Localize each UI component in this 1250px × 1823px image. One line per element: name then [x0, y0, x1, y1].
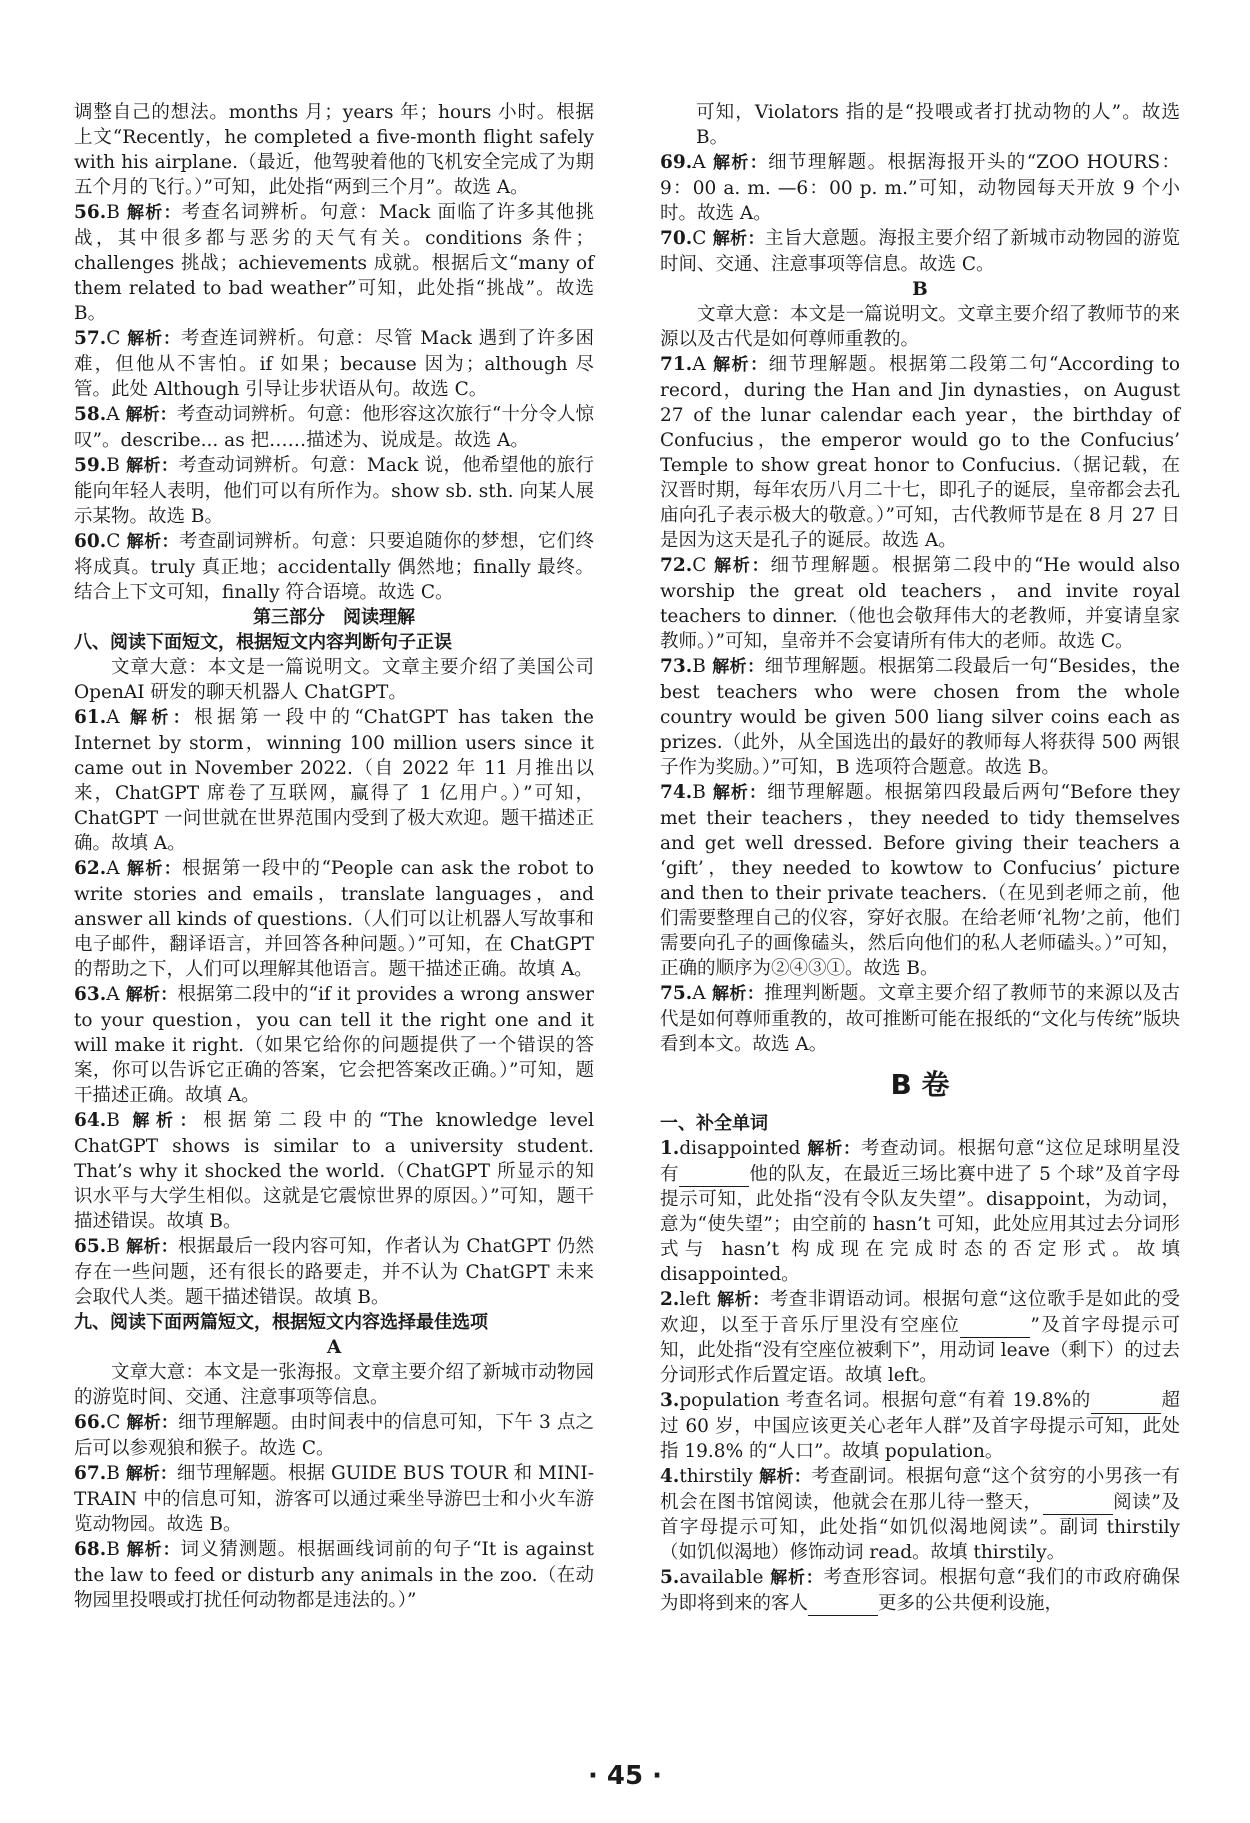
item-number: 60.	[74, 531, 107, 552]
answer-item	[74, 1537, 594, 1613]
item-number: 72.	[660, 555, 693, 576]
section-a-letter: A	[326, 1337, 342, 1358]
item-answer: B	[106, 1110, 120, 1131]
item-number: 62.	[74, 858, 107, 879]
left-items-group-2	[74, 705, 594, 1310]
item-number: 64.	[74, 1110, 107, 1131]
analysis-label: 解析：	[125, 708, 195, 728]
item-number: 3.	[660, 1390, 680, 1411]
analysis-text: 细节理解题。由时间表中的信息可知，下午 3 点之后可以参观狼和猴子。故选 C。	[74, 1412, 594, 1459]
item-answer: C	[692, 555, 707, 576]
word-item	[660, 1388, 1180, 1464]
item-number: 5.	[660, 1567, 680, 1588]
answer-item	[74, 705, 594, 856]
analysis-label: 解析：	[125, 1237, 179, 1257]
answer-item	[74, 529, 594, 605]
answer-item	[74, 402, 594, 453]
analysis-text: 细节理解题。根据海报开头的“ZOO HOURS：9：00 a. m. —6：00 p. m.”可知，动物园每天开放 9 个小时。故选 A。	[660, 152, 1180, 224]
item-answer: B	[106, 1236, 120, 1257]
answer-item	[74, 856, 594, 982]
answer-item	[74, 326, 594, 402]
analysis-text: 细节理解题。根据 GUIDE BUS TOUR 和 MINI-TRAIN 中的信息可知，游客可以通过乘坐导游巴士和小火车游览动物园。故选 B。	[74, 1463, 594, 1535]
analysis-text: 更多的公共便利设施，	[878, 1593, 1064, 1614]
analysis-label: 解析：	[125, 985, 178, 1005]
analysis-text: 细节理解题。根据第二段中的“He would also worship the great old teachers，and invite royal teachers to dinner.（他也会敬拜伟大的老教师，并宴请皇家教师。）”可知，皇帝并不会宴请所有伟大的老师。故选 C。	[660, 555, 1181, 652]
analysis-text: 考查副词。根据句意“这个贫穷的小男孩一有机会在图书馆阅读，他就会在那儿待一整天，	[660, 1466, 1181, 1513]
item-answer: B	[106, 1463, 120, 1484]
item-number: 63.	[74, 984, 107, 1005]
item-answer: B	[106, 1539, 120, 1560]
analysis-label: 解析：	[806, 1139, 861, 1159]
word-item	[660, 1565, 1180, 1616]
section8-title: 八、阅读下面短文，根据短文内容判断句子正误	[74, 632, 452, 653]
item-number: 59.	[74, 455, 107, 476]
analysis-label: 解析：	[125, 1111, 204, 1131]
item-answer: B	[106, 202, 120, 223]
item-number: 73.	[660, 656, 693, 677]
analysis-text: 词义猜测题。根据画线词前的句子“It is against the law to feed or disturb any animals in the zoo.（在动物园里投喂或打扰任何动物都是违法的。）”	[74, 1539, 594, 1611]
item-number: 2.	[660, 1289, 680, 1310]
analysis-text: 考查形容词。根据句意“我们的市政府确保为即将到来的客人	[660, 1567, 1181, 1614]
section1-title: 一、补全单词	[660, 1113, 768, 1134]
item-answer: left	[679, 1289, 711, 1310]
analysis-label: 解析：	[711, 153, 769, 173]
item-answer: A	[692, 152, 706, 173]
item-number: 56.	[74, 202, 107, 223]
analysis-label: 解析：	[758, 1467, 812, 1487]
item-answer: population	[679, 1390, 780, 1411]
analysis-text: 他的队友，在最近三场比赛中进了 5 个球”及首字母提示可知，此处指“没有令队友失望”。disappoint，为动词，意为“使失望”；由空前的 hasn’t 可知，此处应用其过去分词形式与 hasn’t 构成现在完成时态的否定形式。故填 disappointed。	[660, 1164, 1180, 1285]
analysis-label: 解析：	[125, 1464, 177, 1484]
left-intro: 调整自己的想法。months 月；years 年；hours 小时。根据上文“Recently，he completed a five-month flight safely with his airplane.（最近，他驾驶着他的飞机安全完成了为期五个月的飞行。）”可知，此处指“两到三个月”。故选 A。	[74, 102, 594, 198]
analysis-text: 考查动词。根据句意“这位足球明星没有	[660, 1138, 1180, 1185]
item-answer: B	[692, 782, 706, 803]
right-column	[660, 100, 1180, 1616]
analysis-label: 解析：	[125, 456, 179, 476]
right-items-group-2	[660, 352, 1180, 1057]
answer-item	[660, 352, 1180, 553]
paper-b-title: B 卷	[890, 1068, 950, 1101]
item-number: 65.	[74, 1236, 107, 1257]
answer-item	[660, 553, 1180, 654]
analysis-text: 细节理解题。根据第二段第二句“According to record，during the Han and Jin dynasties，on August 27 of the lunar calendar each year，the birthday of Confucius，the emperor would go to the Confucius’ Temple to show great honor to Confucius.（据记载，在汉晋时期，每年农历八月二十七，即孔子的诞辰，皇帝都会去孔庙向孔子表示极大的敬意。）”可知，古代教师节是在 8 月 27 日是因为这天是孔子的诞辰。故选 A。	[660, 354, 1180, 551]
item-answer: B	[692, 656, 706, 677]
answer-blank	[960, 1319, 1030, 1338]
analysis-text: 根据最后一段内容可知，作者认为 ChatGPT 仍然存在一些问题，还有很长的路要走，并不认为 ChatGPT 未来会取代人类。题干描述错误。故填 B。	[74, 1236, 594, 1308]
word-item	[660, 1136, 1180, 1287]
item-answer: available	[679, 1567, 764, 1588]
item-answer: disappointed	[679, 1138, 801, 1159]
analysis-label: 解析：	[712, 229, 765, 249]
answer-item	[74, 1234, 594, 1310]
analysis-label: 解析：	[712, 556, 771, 576]
analysis-label: 解析：	[711, 657, 765, 677]
analysis-text: 根据第二段中的“if it provides a wrong answer to your question，you can tell it the right one and it will make it right.（如果它给你的问题提供了一个错误的答案，你可以告诉它正确的答案，它会把答案改正确。）”可知，题干描述正确。故填 A。	[74, 984, 594, 1106]
analysis-text: 阅读”及首字母提示可知，此处指“如饥似渴地阅读”。副词 thirstily（如饥似渴地）修饰动词 read。故填 thirstily。	[660, 1492, 1180, 1563]
analysis-text: 考查动词辨析。句意：Mack 说，他希望他的旅行能向年轻人表明，他们可以有所作为。show sb. sth. 向某人展示某物。故选 B。	[74, 455, 594, 527]
item-number: 61.	[74, 707, 107, 728]
word-completion-list	[660, 1136, 1180, 1616]
analysis-text: 考查非谓语动词。根据句意“这位歌手是如此的受欢迎，以至于音乐厅里没有空座位	[660, 1289, 1180, 1336]
answer-blank	[679, 1168, 749, 1187]
analysis-text: 考查动词辨析。句意：他形容这次旅行“十分令人惊叹”。describe... as 把……描述为、说成是。故选 A。	[74, 404, 594, 451]
part3-title: 第三部分 阅读理解	[253, 607, 415, 628]
analysis-label: 解析：	[126, 1413, 179, 1433]
analysis-label: 解析：	[125, 1540, 181, 1560]
analysis-label: 解析：	[716, 1290, 770, 1310]
analysis-text: 考查副词辨析。句意：只要追随你的梦想，它们终将成真。truly 真正地；accidentally 偶然地；finally 最终。结合上下文可知，finally 符合语境。故选 C。	[74, 531, 594, 603]
answer-item	[660, 654, 1180, 780]
item-answer: thirstily	[679, 1466, 753, 1487]
item-answer: C	[106, 328, 121, 349]
answer-item	[660, 226, 1180, 277]
section-b-summary: 文章大意：本文是一篇说明文。文章主要介绍了教师节的来源以及古代是如何尊师重教的。	[660, 304, 1180, 350]
answer-item	[660, 150, 1180, 226]
analysis-text: 细节理解题。根据第二段最后一句“Besides，the best teachers who were chosen from the whole country would be given 500 liang silver coins each as prizes.（此外，从全国选出的最好的教师每人将获得 500 两银子作为奖励。）”可知，B 选项符合题意。故选 B。	[660, 656, 1181, 778]
section-a-summary: 文章大意：本文是一张海报。文章主要介绍了新城市动物园的游览时间、交通、注意事项等信息。	[74, 1362, 594, 1408]
item-number: 58.	[74, 404, 107, 425]
analysis-text: 超过 60 岁，中国应该更关心老年人群”及首字母提示可知，此处指 19.8% 的“人口”。故填 population。	[660, 1390, 1180, 1462]
analysis-text: 根据第一段中的“People can ask the robot to write stories and emails，translate languages，and answer all kinds of questions.（人们可以让机器人写故事和电子邮件，翻译语言，并回答各种问题。）”可知，在 ChatGPT 的帮助之下，人们可以理解其他语言。题干描述正确。故填 A。	[74, 858, 595, 980]
item-answer: A	[106, 984, 120, 1005]
section9-title: 九、阅读下面两篇短文，根据短文内容选择最佳选项	[74, 1312, 488, 1333]
analysis-label: 解析：	[711, 984, 765, 1004]
analysis-label: 解析：	[711, 783, 768, 803]
page-number: · 45 ·	[587, 1761, 663, 1791]
analysis-label: 解析：	[125, 405, 177, 425]
answer-blank	[808, 1597, 878, 1616]
answer-item	[74, 982, 594, 1108]
item-number: 70.	[660, 228, 693, 249]
analysis-label: 解析：	[125, 203, 182, 223]
item-number: 68.	[74, 1539, 107, 1560]
item-answer: C	[106, 531, 121, 552]
item-number: 1.	[660, 1138, 680, 1159]
item-answer: A	[692, 354, 706, 375]
item-number: 66.	[74, 1412, 107, 1433]
item-answer: A	[106, 858, 120, 879]
analysis-text: 根据第二段中的“The knowledge level ChatGPT shows is similar to a university student. That’s why it shocked the world.（ChatGPT 所显示的知识水平与大学生相似。这就是它震惊世界的原因。）”可知，题干描述错误。故填 B。	[74, 1110, 595, 1232]
item-number: 75.	[660, 983, 693, 1004]
answer-blank	[1091, 1395, 1161, 1414]
answer-item	[660, 981, 1180, 1057]
analysis-text: 根据第一段中的“ChatGPT has taken the Internet by storm，winning 100 million users since it came out in November 2022.（自 2022 年 11 月推出以来，ChatGPT 席卷了互联网，赢得了 1 亿用户。）”可知，ChatGPT 一问世就在世界范围内受到了极大欢迎。题干描述正确。故填 A。	[74, 707, 594, 854]
analysis-label: 解析：	[126, 329, 181, 349]
right-intro: 可知，Violators 指的是“投喂或者打扰动物的人”。故选 B。	[696, 102, 1180, 148]
section-b-letter: B	[912, 279, 928, 300]
section8-summary: 文章大意：本文是一篇说明文。文章主要介绍了美国公司 OpenAI 研发的聊天机器人 ChatGPT。	[74, 657, 594, 703]
answer-item	[74, 200, 594, 326]
answer-blank	[1043, 1496, 1113, 1515]
answer-item	[660, 780, 1180, 981]
item-answer: B	[106, 455, 120, 476]
word-item	[660, 1287, 1180, 1388]
item-answer: A	[106, 707, 120, 728]
item-number: 74.	[660, 782, 693, 803]
item-number: 67.	[74, 1463, 107, 1484]
answer-item	[74, 1410, 594, 1461]
item-answer: C	[106, 1412, 121, 1433]
item-number: 57.	[74, 328, 107, 349]
answer-item	[74, 1108, 594, 1234]
item-answer: C	[692, 228, 707, 249]
analysis-label: 解析：	[126, 532, 179, 552]
item-answer: A	[106, 404, 120, 425]
analysis-text: 考查名词辨析。句意：Mack 面临了许多其他挑战，其中很多都与恶劣的天气有关。conditions 条件；challenges 挑战；achievements 成就。根据后文“many of them related to bad weather”可知，此处指“挑战”。故选 B。	[74, 202, 594, 324]
item-number: 71.	[660, 354, 693, 375]
analysis-text: 主旨大意题。海报主要介绍了新城市动物园的游览时间、交通、注意事项等信息。故选 C。	[660, 228, 1180, 275]
item-answer: A	[692, 983, 706, 1004]
analysis-text: 细节理解题。根据第四段最后两句“Before they met their teachers，they needed to tidy themselves and get well dressed. Before giving their teachers a ‘gift’，they needed to kowtow to Confucius’ picture and then to their private teachers.（在见到老师之前，他们需要整理自己的仪容，穿好衣服。在给老师‘礼物’之前，他们需要向孔子的画像磕头，然后向他们的私人老师磕头。）”可知，正确的顺序为②④③①。故选 B。	[660, 782, 1180, 979]
analysis-text: 推理判断题。文章主要介绍了教师节的来源以及古代是如何尊师重教的，故可推断可能在报纸的“文化与传统”版块看到本文。故选 A。	[660, 983, 1180, 1055]
left-items-group-3	[74, 1410, 594, 1613]
left-items-group-1	[74, 200, 594, 605]
item-number: 69.	[660, 152, 693, 173]
analysis-text: ”及首字母提示可知，此处指“没有空座位被剩下”，用动词 leave（剩下）的过去分词形式作后置定语。故填 left。	[660, 1315, 1180, 1386]
word-item	[660, 1464, 1180, 1565]
answer-item	[74, 1461, 594, 1537]
analysis-text: 考查名词。根据句意“有着 19.8%的	[785, 1390, 1091, 1411]
right-items-group-1	[660, 150, 1180, 277]
analysis-label: 解析：	[711, 355, 769, 375]
analysis-text: 考查连词辨析。句意：尽管 Mack 遇到了许多困难，但他从不害怕。if 如果；because 因为；although 尽管。此处 Although 引导让步状语从句。故选 C。	[74, 328, 595, 400]
item-number: 4.	[660, 1466, 680, 1487]
analysis-label: 解析：	[769, 1568, 824, 1588]
answer-item	[74, 453, 594, 529]
left-column	[74, 100, 594, 1613]
analysis-label: 解析：	[125, 859, 183, 879]
